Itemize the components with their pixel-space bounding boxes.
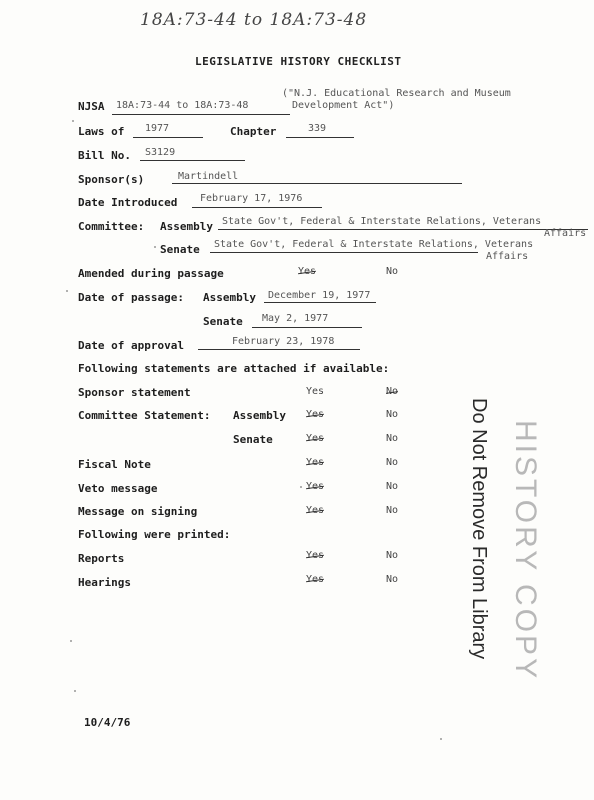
njsa-label: NJSA [78, 100, 105, 113]
committee-statement-label: Committee Statement: [78, 409, 211, 422]
bill-value: S3129 [145, 147, 176, 158]
signing-message-label: Message on signing [78, 505, 198, 518]
reports-label: Reports [78, 552, 125, 565]
fiscal-note-no: No [386, 457, 399, 468]
passage-assembly-label: Assembly [203, 291, 256, 304]
passage-assembly-underline [264, 302, 376, 303]
committee-assembly-underline [218, 229, 588, 230]
njsa-note-line1: ("N.J. Educational Research and Museum [282, 88, 511, 99]
committee-senate-value: State Gov't, Federal & Interstate Relations, Veterans [214, 239, 534, 250]
do-not-remove-stamp: Do Not Remove From Library [468, 398, 490, 660]
handwritten-statute-reference: 18A:73-44 to 18A:73-48 [140, 10, 368, 30]
scan-speck [72, 120, 74, 122]
passage-senate-underline [252, 327, 362, 328]
introduced-underline [192, 207, 322, 208]
amended-no: No [386, 266, 399, 277]
approval-label: Date of approval [78, 339, 184, 352]
hearings-label: Hearings [78, 576, 131, 589]
njsa-value: 18A:73-44 to 18A:73-48 [116, 100, 249, 111]
scan-speck [74, 690, 76, 692]
veto-message-no: No [386, 481, 399, 492]
committee-assembly-label: Assembly [160, 220, 213, 233]
laws-year: 1977 [145, 123, 170, 134]
committee-statement-senate-no: No [386, 433, 399, 444]
committee-senate-value2: Affairs [486, 251, 529, 262]
committee-statement-senate-yes: Yes [306, 433, 325, 444]
footer-date: 10/4/76 [84, 716, 131, 729]
committee-statement-assembly-no: No [386, 409, 399, 420]
scan-speck [66, 290, 68, 292]
approval-underline [198, 349, 360, 350]
printed-heading: Following were printed: [78, 528, 231, 541]
committee-assembly-value: State Gov't, Federal & Interstate Relations, Veterans [222, 216, 542, 227]
statements-heading: Following statements are attached if available: [78, 362, 390, 375]
njsa-note-line2: Development Act") [292, 100, 395, 111]
signing-message-no: No [386, 505, 399, 516]
sponsor-underline [172, 183, 462, 184]
chapter-underline [286, 137, 354, 138]
sponsor-statement-no: No [386, 386, 399, 397]
approval-value: February 23, 1978 [232, 336, 335, 347]
introduced-value: February 17, 1976 [200, 193, 303, 204]
sponsor-statement-yes: Yes [306, 386, 325, 397]
passage-assembly-value: December 19, 1977 [268, 290, 371, 301]
chapter-value: 339 [308, 123, 327, 134]
hearings-yes: Yes [306, 574, 325, 585]
veto-message-label: Veto message [78, 482, 158, 495]
history-copy-stamp: HISTORY COPY [509, 420, 542, 682]
njsa-underline [112, 114, 290, 115]
page-title: LEGISLATIVE HISTORY CHECKLIST [195, 55, 402, 68]
hearings-no: No [386, 574, 399, 585]
committee-assembly-value2: Affairs [544, 228, 587, 239]
committee-statement-senate-label: Senate [233, 433, 273, 446]
committee-senate-label: Senate [160, 243, 200, 256]
amended-label: Amended during passage [78, 267, 224, 280]
committee-senate-underline [210, 252, 478, 253]
amended-yes: Yes [298, 266, 317, 277]
sponsor-statement-label: Sponsor statement [78, 386, 191, 399]
committee-statement-assembly-yes: Yes [306, 409, 325, 420]
passage-senate-value: May 2, 1977 [262, 313, 329, 324]
passage-senate-label: Senate [203, 315, 243, 328]
fiscal-note-yes: Yes [306, 457, 325, 468]
committee-label: Committee: [78, 220, 145, 233]
scan-speck [154, 246, 156, 248]
passage-label: Date of passage: [78, 291, 184, 304]
fiscal-note-label: Fiscal Note [78, 458, 151, 471]
bill-label: Bill No. [78, 149, 131, 162]
scan-speck [440, 738, 442, 740]
committee-statement-assembly-label: Assembly [233, 409, 286, 422]
reports-yes: Yes [306, 550, 325, 561]
veto-message-yes: Yes [306, 481, 325, 492]
scan-speck [300, 486, 302, 488]
signing-message-yes: Yes [306, 505, 325, 516]
sponsor-value: Martindell [178, 171, 239, 182]
chapter-label: Chapter [230, 125, 277, 138]
laws-label: Laws of [78, 125, 125, 138]
sponsor-label: Sponsor(s) [78, 173, 145, 186]
reports-no: No [386, 550, 399, 561]
scan-speck [70, 640, 72, 642]
bill-underline [140, 160, 245, 161]
introduced-label: Date Introduced [78, 196, 178, 209]
laws-underline [133, 137, 203, 138]
